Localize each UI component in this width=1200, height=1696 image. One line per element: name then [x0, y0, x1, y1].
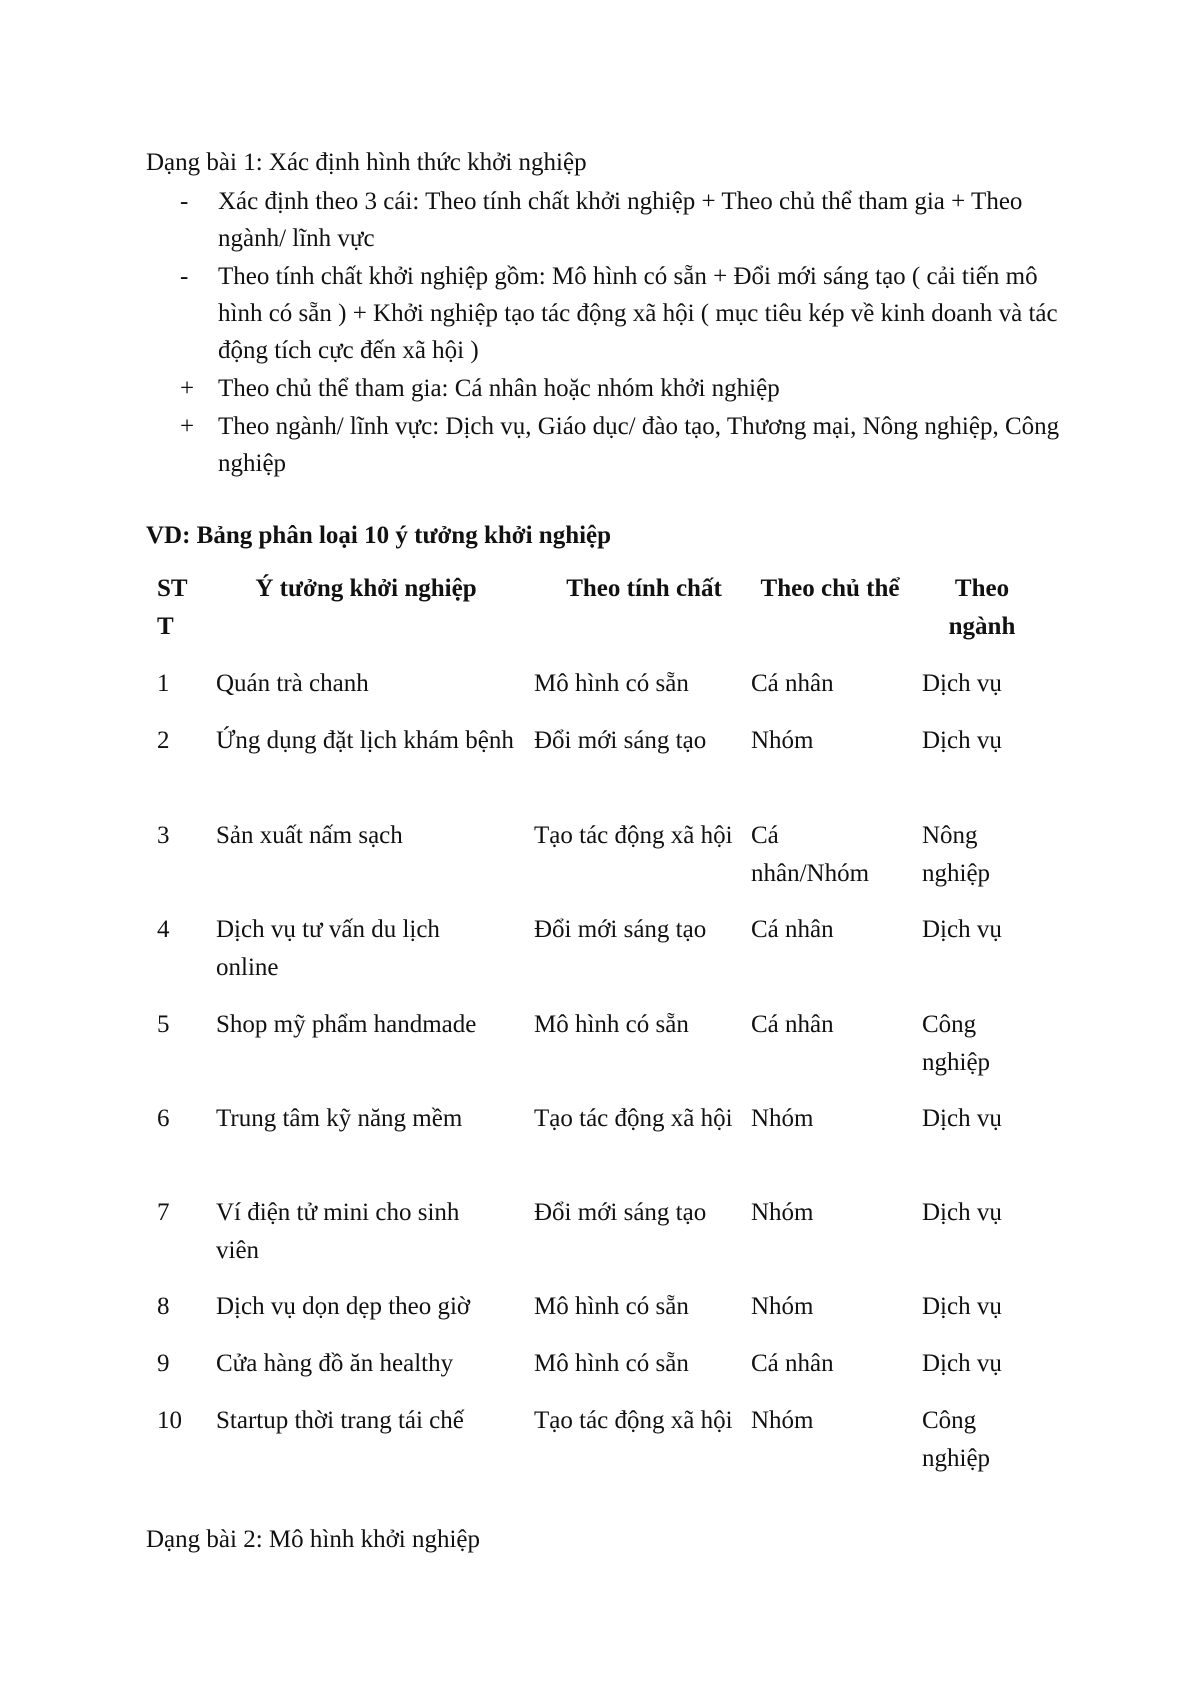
section1-heading: Dạng bài 1: Xác định hình thức khởi nghiệp	[146, 149, 587, 176]
table-cell-idea: Trung tâm kỹ năng mềm	[216, 1105, 463, 1132]
table-cell-industry: Dịch vụ	[922, 1105, 1002, 1132]
table-cell-stt: 1	[157, 670, 170, 697]
table-cell-idea: Shop mỹ phẩm handmade	[216, 1011, 477, 1038]
table-cell-nature: Tạo tác động xã hội	[534, 1105, 733, 1132]
bullet-marker: +	[180, 413, 195, 440]
table-cell-stt: 2	[157, 727, 170, 754]
section2-heading: Dạng bài 2: Mô hình khởi nghiệp	[146, 1526, 481, 1553]
table-cell-industry: Công nghiệp	[922, 1407, 991, 1472]
table-cell-stt: 5	[157, 1011, 170, 1038]
table-cell-idea: Ứng dụng đặt lịch khám bệnh	[216, 727, 514, 754]
table-cell-industry: Nông nghiệp	[922, 822, 991, 887]
table-cell-nature: Mô hình có sẵn	[534, 670, 689, 697]
bullet-text: Theo ngành/ lĩnh vực: Dịch vụ, Giáo dục/ đào tạo, Thương mại, Nông nghiệp, Công nghiệp	[218, 413, 1060, 477]
table-cell-subject: Nhóm	[751, 1407, 814, 1434]
table-header-nature: Theo tính chất	[566, 575, 722, 602]
bullet-marker: -	[180, 188, 189, 215]
bullet-text: Theo tính chất khởi nghiệp gồm: Mô hình có sẵn + Đổi mới sáng tạo ( cải tiến mô hình có sẵn ) + Khởi nghiệp tạo tác động xã hội ( mục tiêu kép về kinh doanh và tác động tích cực đến xã hội )	[218, 263, 1058, 364]
table-cell-subject: Nhóm	[751, 1199, 814, 1226]
table-cell-industry: Dịch vụ	[922, 727, 1002, 754]
table-cell-subject: Nhóm	[751, 727, 814, 754]
table-cell-idea: Quán trà chanh	[216, 670, 369, 697]
table-cell-nature: Mô hình có sẵn	[534, 1011, 689, 1038]
table-cell-stt: 3	[157, 822, 170, 849]
table-cell-subject: Cá nhân/Nhóm	[751, 822, 870, 887]
table-header-idea: Ý tưởng khởi nghiệp	[255, 575, 477, 602]
table-cell-subject: Cá nhân	[751, 916, 834, 943]
table-cell-idea: Cửa hàng đồ ăn healthy	[216, 1350, 454, 1377]
table-cell-subject: Nhóm	[751, 1293, 814, 1320]
table-cell-subject: Cá nhân	[751, 1011, 834, 1038]
table-cell-industry: Dịch vụ	[922, 1350, 1002, 1377]
bullet-text: Xác định theo 3 cái: Theo tính chất khởi nghiệp + Theo chủ thể tham gia + Theo ngành/ lĩnh vực	[218, 188, 1023, 252]
table-cell-idea: Ví điện tử mini cho sinh viên	[216, 1199, 460, 1264]
table-cell-idea: Dịch vụ tư vấn du lịch online	[216, 916, 440, 981]
bullet-marker: -	[180, 263, 189, 290]
bullet-text: Theo chủ thể tham gia: Cá nhân hoặc nhóm khởi nghiệp	[218, 375, 780, 402]
table-header-subject: Theo chủ thể	[760, 575, 900, 602]
table-cell-nature: Tạo tác động xã hội	[534, 1407, 733, 1434]
table-cell-industry: Công nghiệp	[922, 1011, 991, 1076]
bullet-marker: +	[180, 375, 195, 402]
table-cell-nature: Mô hình có sẵn	[534, 1293, 689, 1320]
table-cell-nature: Đổi mới sáng tạo	[534, 916, 707, 943]
table-cell-stt: 4	[157, 916, 170, 943]
table-cell-nature: Mô hình có sẵn	[534, 1350, 689, 1377]
table-cell-industry: Dịch vụ	[922, 670, 1002, 697]
table-cell-industry: Dịch vụ	[922, 1293, 1002, 1320]
table-cell-nature: Đổi mới sáng tạo	[534, 727, 707, 754]
table-cell-nature: Đổi mới sáng tạo	[534, 1199, 707, 1226]
table-header-stt: STT	[157, 575, 188, 640]
table-cell-industry: Dịch vụ	[922, 916, 1002, 943]
table-cell-subject: Cá nhân	[751, 1350, 834, 1377]
table-cell-stt: 8	[157, 1293, 170, 1320]
table-cell-stt: 6	[157, 1105, 170, 1132]
table-cell-stt: 9	[157, 1350, 170, 1377]
table-cell-subject: Cá nhân	[751, 670, 834, 697]
table-cell-stt: 7	[157, 1199, 170, 1226]
table-cell-industry: Dịch vụ	[922, 1199, 1002, 1226]
table-cell-stt: 10	[157, 1407, 182, 1434]
table-cell-nature: Tạo tác động xã hội	[534, 822, 733, 849]
table-cell-idea: Dịch vụ dọn dẹp theo giờ	[216, 1293, 471, 1320]
table-cell-subject: Nhóm	[751, 1105, 814, 1132]
table-cell-idea: Startup thời trang tái chế	[216, 1407, 464, 1434]
table-header-industry: Theo ngành	[948, 575, 1016, 640]
table-cell-idea: Sản xuất nấm sạch	[216, 822, 403, 849]
table-title: VD: Bảng phân loại 10 ý tưởng khởi nghiệp	[146, 522, 612, 549]
